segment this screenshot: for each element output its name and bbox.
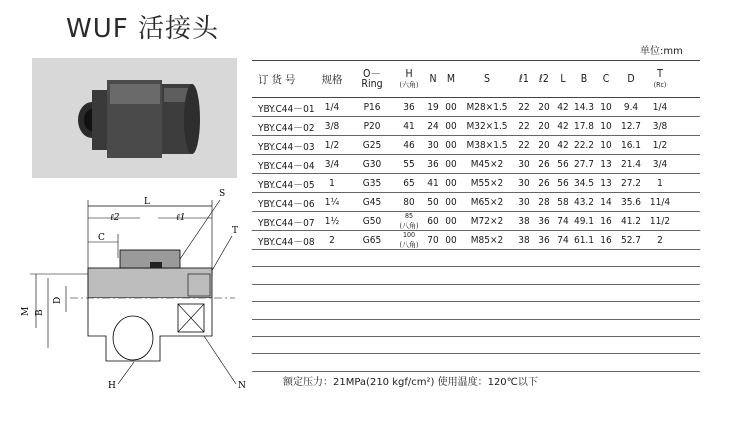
cell-spec: 1 [329,177,335,189]
cell-b: 22.2 [573,139,595,151]
union-fitting-image [32,58,237,178]
dim-m-label: M [21,306,31,316]
col-c-header: C [602,73,610,85]
dim-l2-label: ℓ2 [110,213,120,223]
cell-l1: 22 [518,139,530,151]
table-row [252,193,700,212]
cell-b: 34.5 [573,177,595,189]
blank-row [252,250,700,267]
table-row [252,231,700,250]
dim-c-label: C [98,233,105,243]
cell-c: 16 [600,215,612,227]
cell-oring: P16 [363,101,381,113]
cell-t: 3/4 [652,158,668,170]
cell-l2: 36 [538,215,550,227]
cell-b: 27.7 [573,158,595,170]
spec-table [252,60,700,372]
cell-spec: 3/4 [324,158,340,170]
dim-d-label: D [53,296,63,304]
cell-h: 85 (八角) [399,212,419,230]
cell-s: M55×2 [470,177,504,189]
cell-t: 1/4 [652,101,668,113]
cell-l2: 20 [538,120,550,132]
cell-s: M72×2 [470,215,504,227]
cell-l: 74 [557,234,569,246]
cell-c: 16 [600,234,612,246]
cell-l1: 22 [518,120,530,132]
cell-l: 56 [557,177,569,189]
cell-m: 00 [445,196,457,208]
cell-code: YBY.C44－04 [258,160,315,172]
cell-l: 74 [557,215,569,227]
technical-drawing [10,186,250,394]
cell-oring: G30 [362,158,382,170]
cell-m: 00 [445,234,457,246]
page-title: WUF 活接头 [66,14,219,44]
blank-row [252,337,700,354]
cell-c: 10 [600,120,612,132]
table-row [252,212,700,231]
dim-b-label: B [35,309,45,316]
cell-n: 30 [427,139,439,151]
cell-d: 27.2 [620,177,642,189]
cell-oring: G65 [362,234,382,246]
cell-code: YBY.C44－02 [258,122,315,134]
cell-code: YBY.C44－06 [258,198,315,210]
col-l-header: L [560,73,566,85]
cell-n: 41 [427,177,439,189]
table-row [252,155,700,174]
cell-l1: 22 [518,101,530,113]
cell-l: 58 [557,196,569,208]
cell-h: 36 [403,101,415,113]
cell-t: 11/4 [649,196,671,208]
cell-l1: 30 [518,158,530,170]
table-row [252,98,700,117]
cell-spec: 1¼ [324,196,340,208]
cell-h: 80 [403,196,415,208]
cell-oring: G50 [362,215,382,227]
cell-l: 42 [557,120,569,132]
dim-n-label: N [238,381,246,391]
cell-code: YBY.C44－01 [258,103,315,115]
cell-spec: 1½ [324,215,340,227]
cell-m: 00 [445,139,457,151]
cell-l1: 30 [518,196,530,208]
cell-d: 9.4 [623,101,639,113]
cell-b: 43.2 [573,196,595,208]
col-h-header: H (六角) [399,67,419,89]
product-photo [32,58,237,178]
cell-t: 3/8 [652,120,668,132]
cell-c: 10 [600,101,612,113]
cell-s: M45×2 [470,158,504,170]
blank-row [252,267,700,284]
cell-s: M32×1.5 [466,120,508,132]
cell-n: 24 [427,120,439,132]
cell-l2: 20 [538,101,550,113]
col-s-header: S [484,73,490,85]
cell-m: 00 [445,101,457,113]
table-row [252,174,700,193]
col-code-header: 订 货 号 [258,73,296,86]
cell-d: 52.7 [620,234,642,246]
cell-n: 60 [427,215,439,227]
dim-l1-label: ℓ1 [176,213,186,223]
cell-m: 00 [445,177,457,189]
col-n-header: N [429,73,437,85]
cell-h: 41 [403,120,415,132]
dim-h-label: H [108,381,116,391]
cell-b: 17.8 [573,120,595,132]
col-m-header: M [446,73,456,85]
dim-s-label: S [219,189,226,199]
blank-row [252,354,700,371]
blank-row [252,320,700,337]
table-header [252,60,700,98]
cell-l: 42 [557,139,569,151]
cell-d: 41.2 [620,215,642,227]
cell-l2: 28 [538,196,550,208]
cell-l2: 26 [538,177,550,189]
table-row [252,117,700,136]
cell-c: 14 [600,196,612,208]
cell-l: 42 [557,101,569,113]
cell-c: 13 [600,158,612,170]
cell-code: YBY.C44－07 [258,217,315,229]
cell-spec: 2 [329,234,335,246]
table-row [252,136,700,155]
cell-c: 13 [600,177,612,189]
cell-b: 14.3 [573,101,595,113]
cell-d: 16.1 [620,139,642,151]
dim-t-label: T [232,226,239,236]
cell-l1: 30 [518,177,530,189]
cell-m: 00 [445,158,457,170]
cell-s: M38×1.5 [466,139,508,151]
cell-code: YBY.C44－03 [258,141,315,153]
cell-oring: P20 [363,120,381,132]
cell-t: 1/2 [652,139,668,151]
cell-n: 50 [427,196,439,208]
col-l1-header: ℓ1 [519,73,529,85]
cell-spec: 1/2 [324,139,340,151]
cell-h: 65 [403,177,415,189]
cell-n: 19 [427,101,439,113]
cell-code: YBY.C44－08 [258,236,315,248]
cell-b: 49.1 [573,215,595,227]
cell-oring: G25 [362,139,382,151]
cell-n: 36 [427,158,439,170]
dim-l-label: L [144,197,150,207]
blank-row [252,302,700,319]
cell-s: M28×1.5 [466,101,508,113]
cell-h: 100 (八角) [399,231,419,249]
cell-d: 12.7 [620,120,642,132]
cell-t: 2 [657,234,663,246]
cell-spec: 1/4 [324,101,340,113]
cell-l2: 36 [538,234,550,246]
col-t-header: T (Rc) [653,67,667,89]
cell-oring: G45 [362,196,382,208]
cell-l: 56 [557,158,569,170]
cell-c: 10 [600,139,612,151]
cell-h: 46 [403,139,415,151]
cell-l2: 26 [538,158,550,170]
unit-label: 单位:mm [640,46,683,57]
cell-s: M65×2 [470,196,504,208]
col-l2-header: ℓ2 [539,73,549,85]
cell-d: 35.6 [620,196,642,208]
cell-t: 11/2 [649,215,671,227]
cell-m: 00 [445,120,457,132]
cell-b: 61.1 [573,234,595,246]
col-b-header: B [580,73,588,85]
rating-footnote: 额定压力：21MPa(210 kgf/cm²) 使用温度：120℃以下 [283,377,538,388]
cell-l1: 38 [518,234,530,246]
cell-oring: G35 [362,177,382,189]
cell-h: 55 [403,158,415,170]
cell-s: M85×2 [470,234,504,246]
cell-code: YBY.C44－05 [258,179,315,191]
cell-m: 00 [445,215,457,227]
col-spec-header: 规格 [321,73,343,86]
col-d-header: D [627,73,635,85]
cell-d: 21.4 [620,158,642,170]
blank-row [252,285,700,302]
col-oring-header: O－ Ring [361,67,383,90]
cell-l1: 38 [518,215,530,227]
cell-l2: 20 [538,139,550,151]
cell-spec: 3/8 [324,120,340,132]
cell-t: 1 [657,177,663,189]
cell-n: 70 [427,234,439,246]
